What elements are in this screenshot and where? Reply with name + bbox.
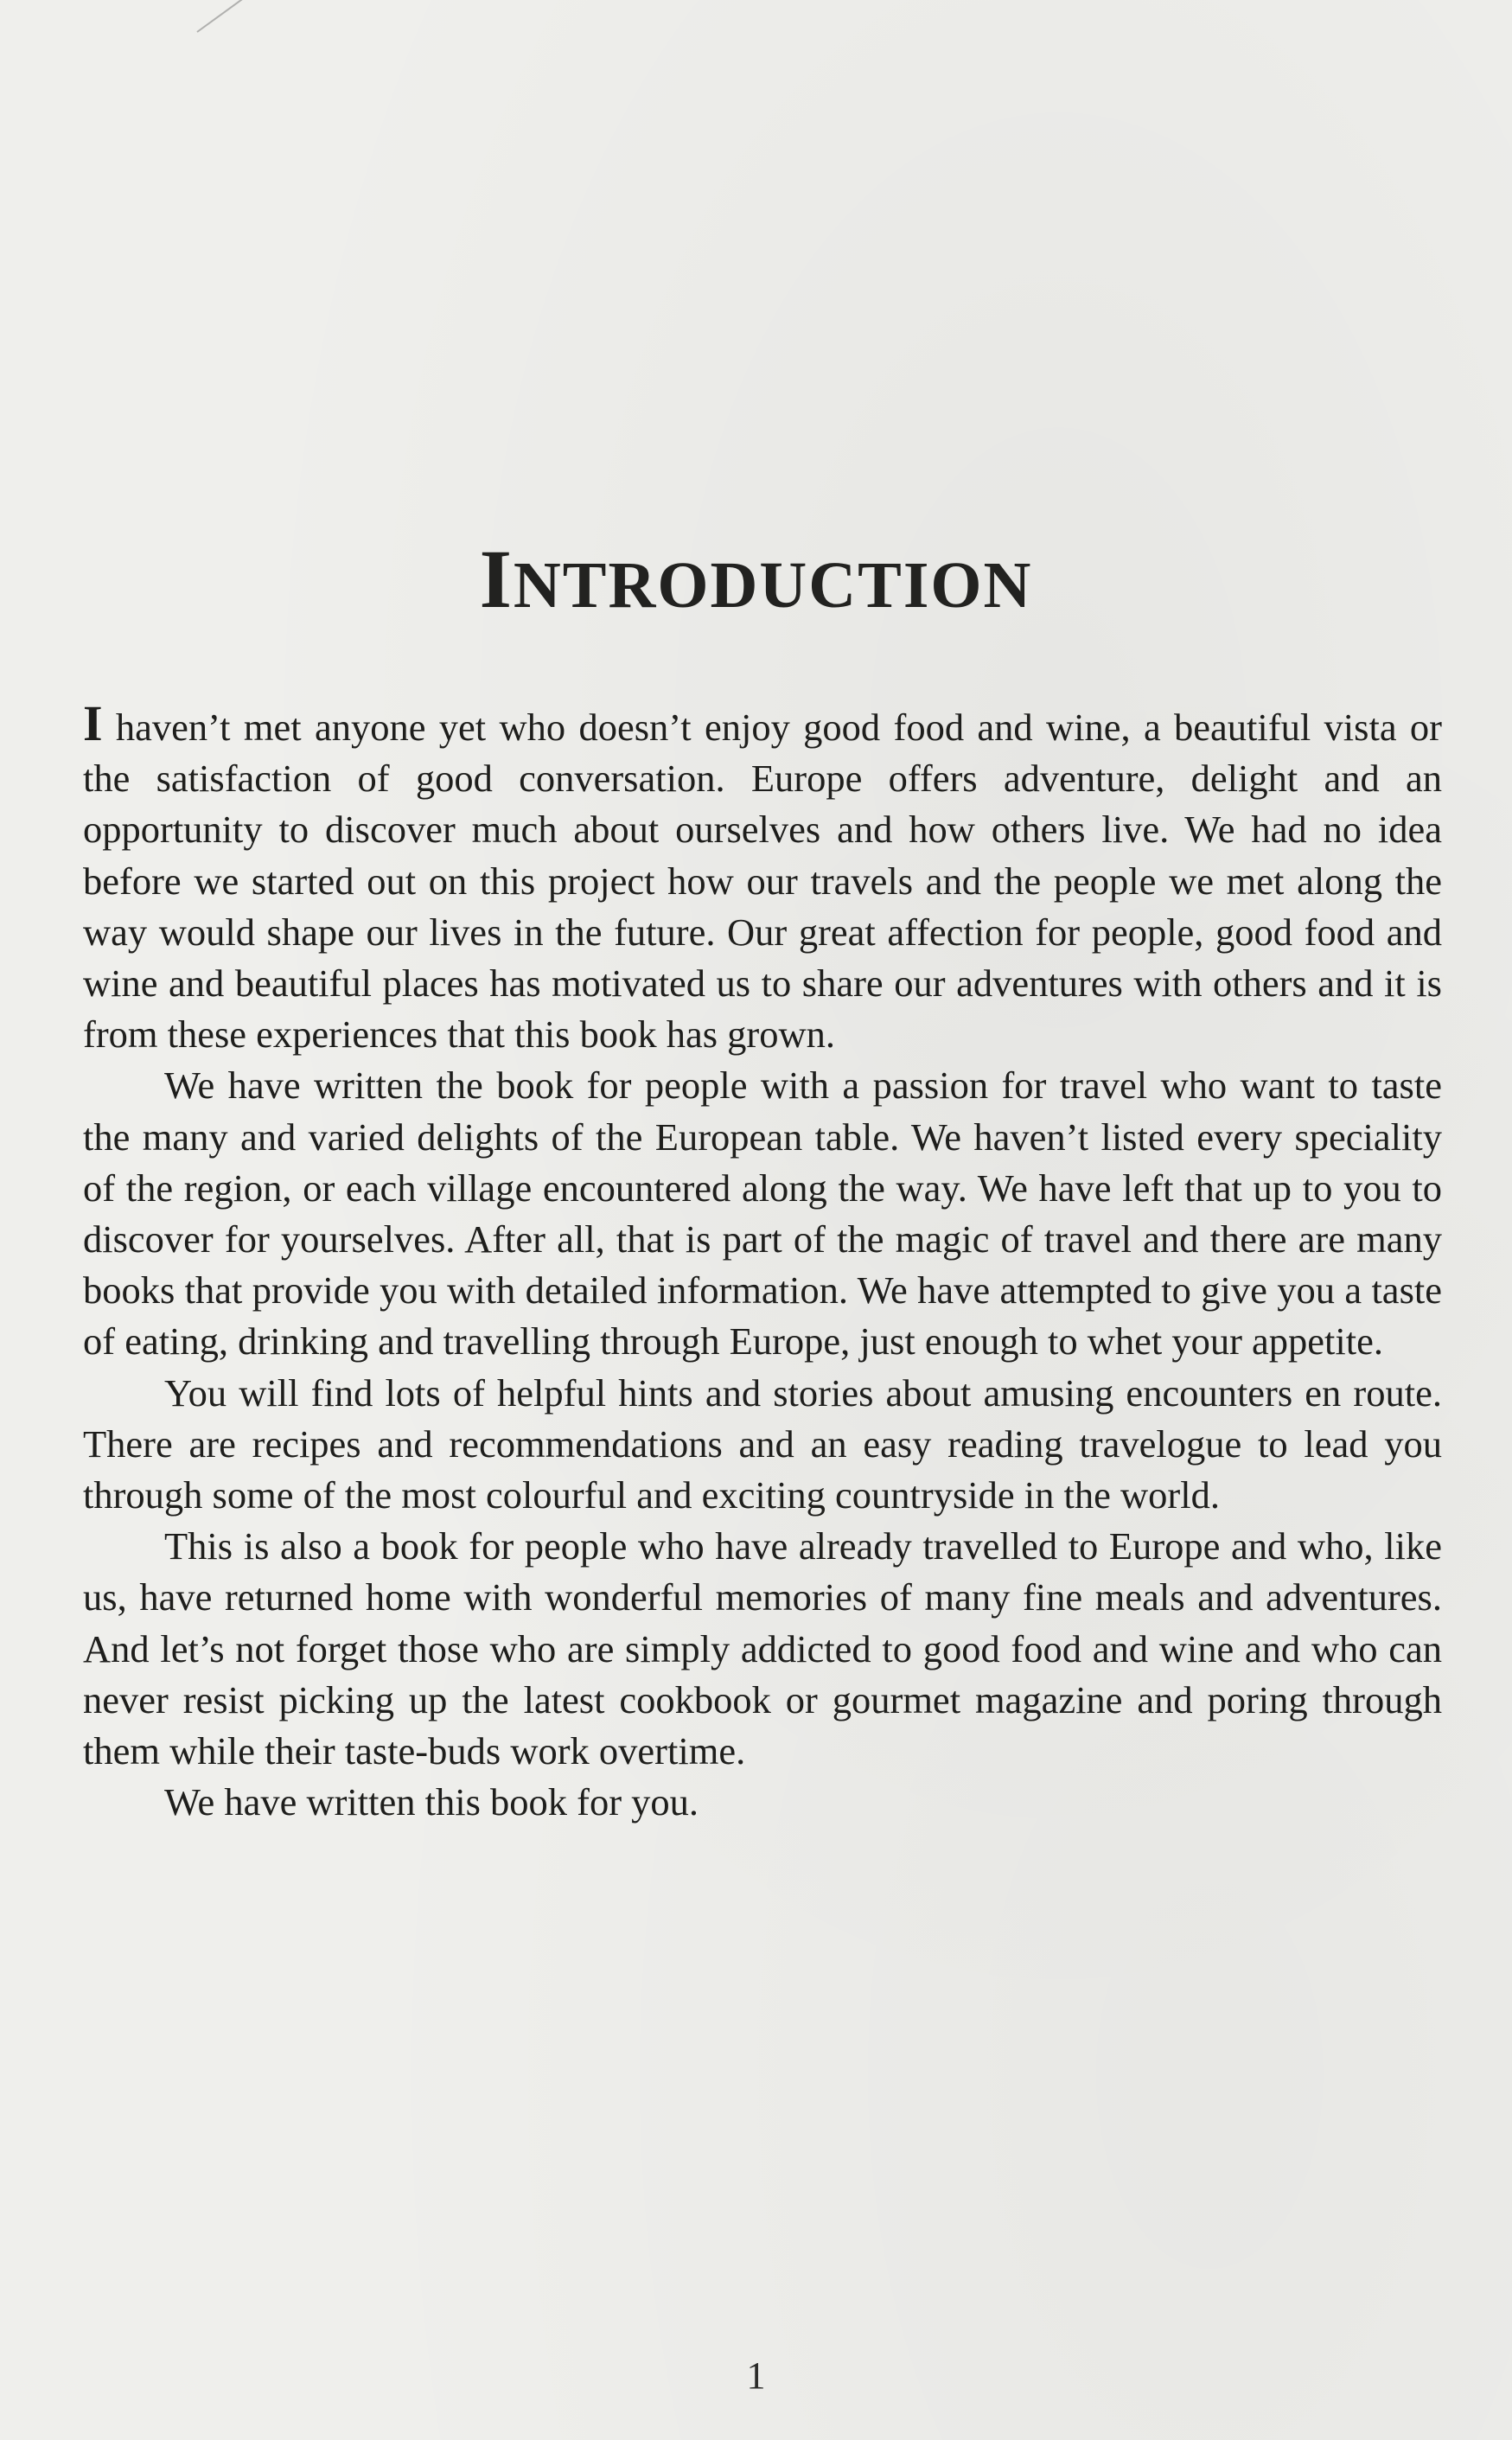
paragraph-4: This is also a book for people who have already travelled to Europe and who, like us, have returned home with wonderful memories of many fine meals and adventures. And let’s not forget those who are simply addicted to good food and wine and who can never resist picking up the latest cookbook or gourmet magazine and poring through them while their taste-buds work overtime. xyxy=(83,1524,1442,1773)
pencil-mark xyxy=(196,0,246,33)
chapter-title xyxy=(0,527,1512,637)
paragraph-3: You will find lots of helpful hints and stories about amusing encounters en route. There are recipes and recommendations and an easy reading travelogue to lead you through some of the most colourful and exciting countryside in the world. xyxy=(83,1370,1442,1517)
page-number: 1 xyxy=(746,2354,766,2397)
chapter-title-initial: I xyxy=(479,533,514,625)
paragraph-1-text: haven’t met anyone yet who doesn’t enjoy good food and wine, a beautiful vista or the satisfaction of good conversation. Europe offers adventure, delight and an opportunity to discover much about ourselves and how others live. We had no idea before we started out on this project how our travels and the people we met along the way would shape our lives in the future. Our great affection for people, good food and wine and beautiful places has motivated us to share our adventures with others and it is from these experiences that this book has grown. xyxy=(83,706,1442,1057)
paragraph-5: We have written this book for you. xyxy=(164,1780,699,1824)
body-text xyxy=(83,695,1442,1828)
paragraph-2: We have written the book for people with a passion for travel who want to taste the many and varied delights of the European table. We haven’t listed every speciality of the region, or each village encountered along the way. We have left that up to you to discover for yourselves. After all, that is part of the magic of travel and there are many books that provide you with detailed information. We have attempted to give you a taste of eating, drinking and travelling through Europe, just enough to whet your appetite. xyxy=(83,1064,1442,1364)
drop-cap: I xyxy=(83,695,103,751)
chapter-title-rest: NTRODUCTION xyxy=(513,549,1033,622)
paragraph-1 xyxy=(83,695,1442,1060)
